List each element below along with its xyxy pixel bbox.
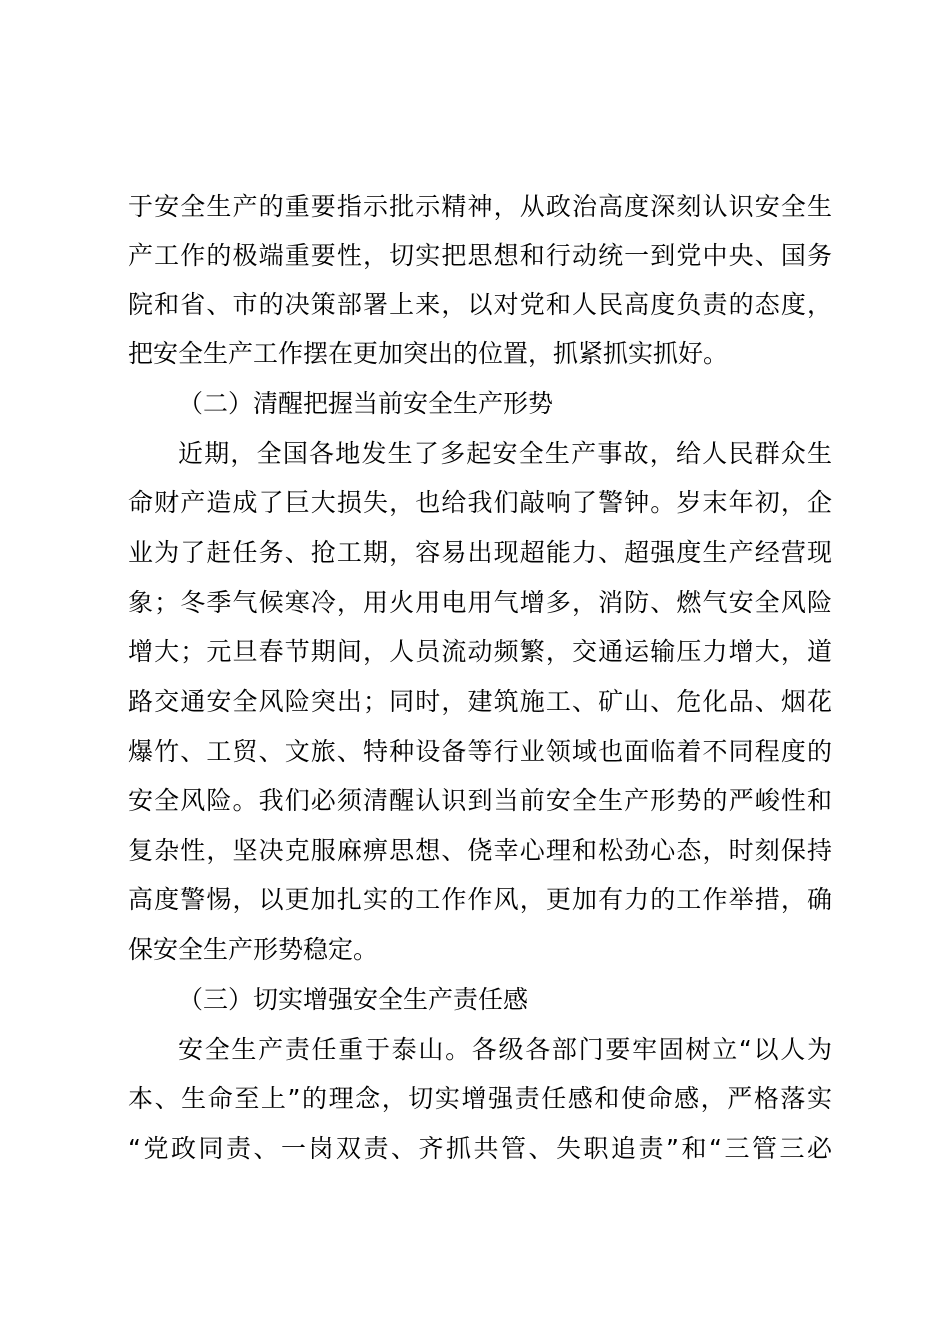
text-line: “党政同责、一岗双责、齐抓共管、失职追责”和“三管三必	[128, 1134, 832, 1163]
text-line: 业为了赶任务、抢工期，容易出现超能力、超强度生产经营现	[128, 538, 832, 567]
text-line: 安全风险。我们必须清醒认识到当前安全生产形势的严峻性和	[128, 786, 832, 815]
text-line: 象；冬季气候寒冷，用火用电用气增多，消防、燃气安全风险	[128, 588, 832, 617]
paragraph-first-line: 安全生产责任重于泰山。各级各部门要牢固树立“以人为	[178, 1035, 832, 1064]
text-line: 本、生命至上”的理念，切实增强责任感和使命感，严格落实	[128, 1084, 832, 1113]
text-line: 保安全生产形势稳定。	[128, 935, 379, 964]
text-line: 院和省、市的决策部署上来，以对党和人民高度负责的态度，	[128, 290, 832, 319]
text-line: 把安全生产工作摆在更加突出的位置，抓紧抓实抓好。	[128, 339, 729, 368]
text-line: 复杂性，坚决克服麻痹思想、侥幸心理和松劲心态，时刻保持	[128, 836, 832, 865]
text-line: 产工作的极端重要性，切实把思想和行动统一到党中央、国务	[128, 241, 832, 270]
text-line: 增大；元旦春节期间，人员流动频繁，交通运输压力增大，道	[128, 637, 832, 666]
text-line: 路交通安全风险突出；同时，建筑施工、矿山、危化品、烟花	[128, 687, 832, 716]
text-line: 高度警惕，以更加扎实的工作作风，更加有力的工作举措，确	[128, 885, 832, 914]
text-line: 于安全生产的重要指示批示精神，从政治高度深刻认识安全生	[128, 192, 832, 221]
section-heading: （三）切实增强安全生产责任感	[178, 985, 529, 1014]
text-line: 爆竹、工贸、文旅、特种设备等行业领域也面临着不同程度的	[128, 737, 832, 766]
section-heading: （二）清醒把握当前安全生产形势	[178, 389, 554, 418]
text-line: 命财产造成了巨大损失，也给我们敲响了警钟。岁末年初，企	[128, 488, 832, 517]
paragraph-first-line: 近期，全国各地发生了多起安全生产事故，给人民群众生	[178, 439, 832, 468]
